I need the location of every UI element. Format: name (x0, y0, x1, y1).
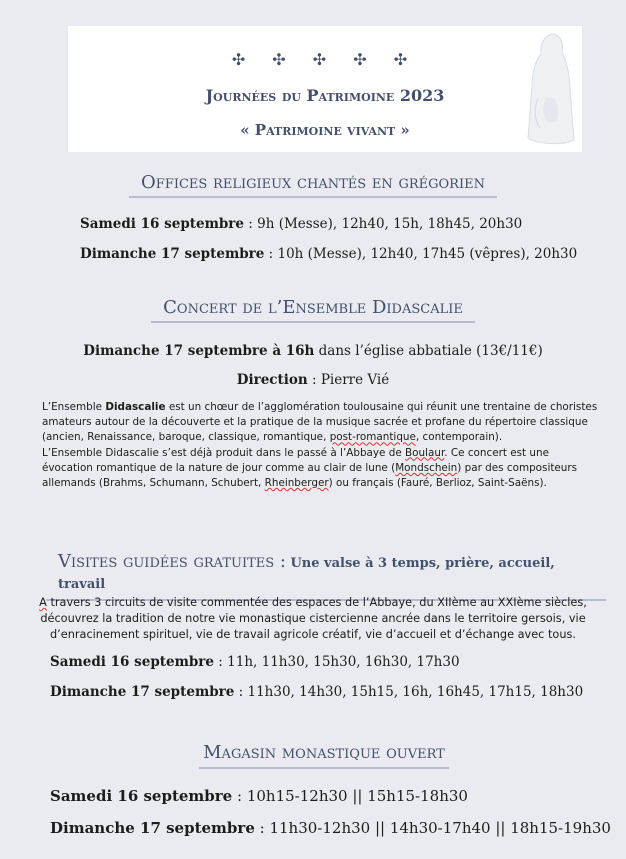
section-title-offices: Offices religieux chantés en grégorien (0, 172, 626, 198)
visits-saturday-times: : 11h, 11h30, 15h30, 16h30, 17h30 (214, 654, 460, 670)
concert-date: Dimanche 17 septembre à 16h (83, 343, 315, 359)
offices-sunday-line (80, 246, 577, 262)
visits-saturday-day: Samedi 16 septembre (50, 654, 215, 670)
section-title-visits: Visites guidées gratuites : Une valse à 3 temps, prière, accueil, travail (46, 551, 606, 601)
concert-date-line (0, 343, 626, 359)
offices-saturday-day: Samedi 16 septembre (80, 216, 245, 232)
shop-sunday-times: : 11h30-12h30 || 14h30-17h40 || 18h15-19h30 (254, 819, 611, 837)
shop-sunday-day: Dimanche 17 septembre (50, 819, 255, 837)
concert-direction-label: Direction (236, 372, 308, 388)
section-title-shop: Magasin monastique ouvert (188, 742, 460, 769)
concert-direction-line (0, 372, 626, 388)
visits-sunday-times: : 11h30, 14h30, 15h15, 16h, 16h45, 17h15, 18h30 (234, 684, 584, 700)
concert-paragraph-1: L’Ensemble Didascalie est un chœur de l’agglomération toulousaine qui réunit une trentaine de choristes amateurs autour de la découverte et la pratique de la musique sacrée et profane du répertoire classique (ancien, Renaissance, baroque, classique, romantique, post-romantique, contemporain). (42, 401, 598, 444)
offices-saturday-times: : 9h (Messe), 12h40, 15h, 18h45, 20h30 (244, 216, 523, 232)
concert-place: dans l’église abbatiale (13€/11€) (314, 343, 543, 359)
shop-saturday-day: Samedi 16 septembre (50, 787, 233, 805)
offices-sunday-times: : 10h (Messe), 12h40, 17h45 (vêpres), 20h30 (264, 246, 578, 262)
page-title: Journées du Patrimoine 2023 (205, 86, 445, 105)
visits-sunday-day: Dimanche 17 septembre (50, 684, 235, 700)
shop-saturday-line (50, 787, 468, 805)
offices-saturday-line (80, 216, 522, 232)
visits-intro: A travers 3 circuits de visite commentée des espaces de l’Abbaye, du XIIème au XXIème siècles, découvrez la tradition de notre vie monastique cistercienne ancrée dans le territoire gersois, vie d’enracinement spirituel, vie de travail agricole créatif, vie d’accueil et d’échange avec tous. (39, 596, 587, 641)
shop-saturday-times: : 10h15-12h30 || 15h15-18h30 (232, 787, 468, 805)
concert-description (42, 400, 602, 491)
monk-silhouette-icon (522, 28, 578, 150)
section-title-concert: Concert de l’Ensemble Didascalie (0, 297, 626, 323)
decorative-crosses: ✣ ✣ ✣ ✣ ✣ (231, 50, 419, 69)
page-subtitle: « Patrimoine vivant » (240, 121, 410, 139)
concert-paragraph-2: L’Ensemble Didascalie s’est déjà produit dans le passé à l’Abbaye de Boulaur. Ce concert est une évocation romantique de la nature de jour comme au clair de lune (Mondschein) par des compositeurs allemands (Brahms, Schumann, Schubert, Rheinberger) ou français (Fauré, Berlioz, Saint-Saëns). (42, 446, 578, 490)
visits-sunday-line (50, 684, 583, 700)
concert-direction-value: : Pierre Vié (307, 372, 390, 388)
visits-saturday-line (50, 654, 460, 670)
header-banner (68, 26, 582, 152)
shop-sunday-line (50, 819, 611, 837)
offices-sunday-day: Dimanche 17 septembre (80, 246, 265, 262)
